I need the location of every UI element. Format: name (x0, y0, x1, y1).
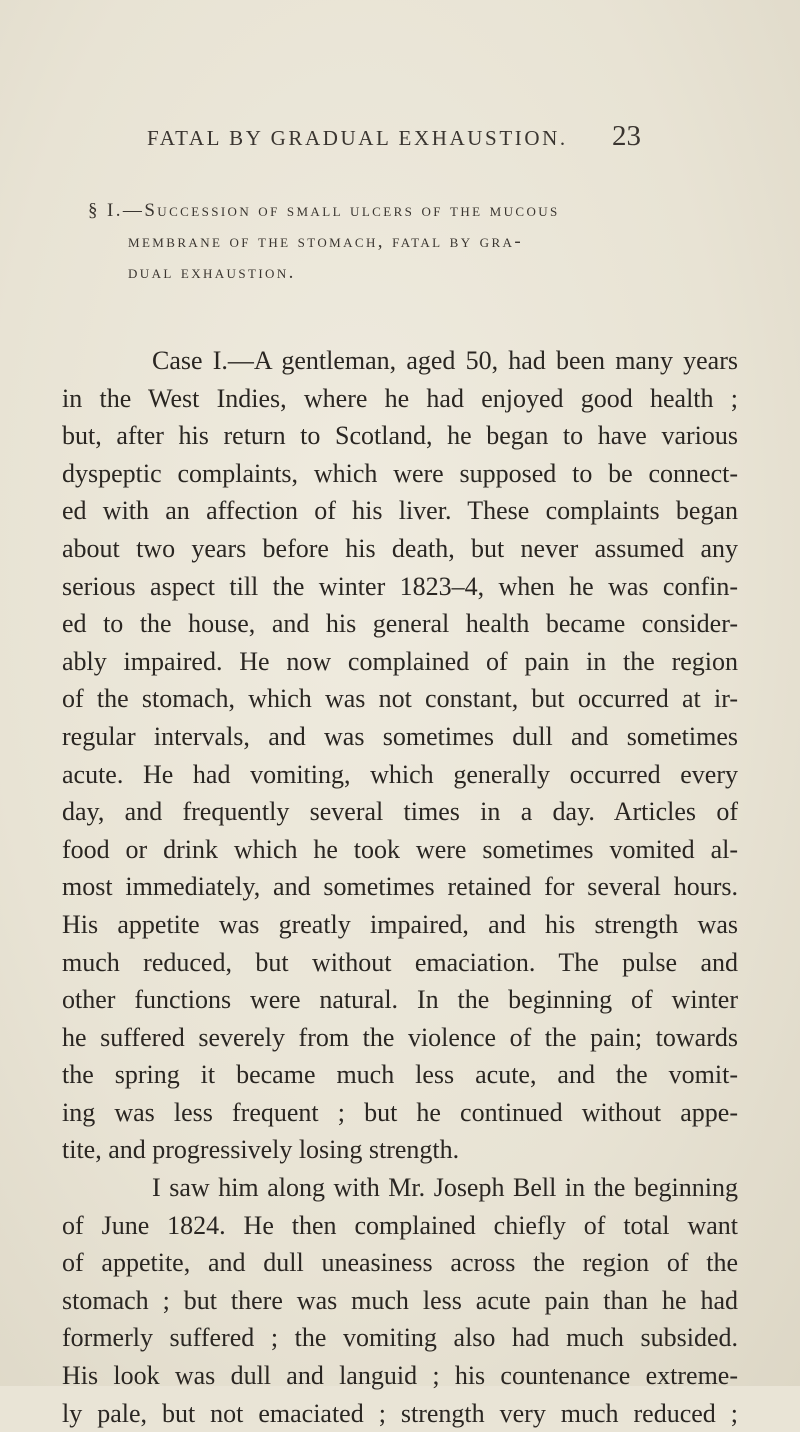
body-line (62, 868, 738, 906)
body-line (62, 944, 738, 982)
body-line-text: the spring it became much less acute, and the vomit- (62, 1060, 738, 1090)
body-line-text: formerly suffered ; the vomiting also had much subsided. (62, 1323, 738, 1353)
section-heading-text-1: § I.—Succession of small ulcers of the mucous (88, 200, 560, 221)
body-line (62, 1207, 738, 1245)
body-line (62, 981, 738, 1019)
body-line-text: in the West Indies, where he had enjoyed good health ; (62, 383, 738, 413)
body-line-text: regular intervals, and was sometimes dull and sometimes (62, 721, 738, 751)
body-line-text: of the stomach, which was not constant, but occurred at ir- (62, 684, 738, 714)
body-line-text: other functions were natural. In the beginning of winter (62, 985, 738, 1015)
body-line (62, 1357, 738, 1395)
body-line (62, 417, 738, 455)
running-title: FATAL BY GRADUAL EXHAUSTION. (147, 126, 568, 150)
body-line (62, 605, 738, 643)
body-line-text: much reduced, but without emaciation. The pulse and (62, 947, 738, 977)
body-line (62, 906, 738, 944)
body-line (62, 530, 738, 568)
body-line-text: I saw him along with Mr. Joseph Bell in the beginning (152, 1173, 738, 1203)
body-line-text: acute. He had vomiting, which generally occurred every (62, 759, 738, 789)
body-line (62, 718, 738, 756)
body-line-text: ed to the house, and his general health became consider- (62, 609, 738, 639)
body-line (62, 680, 738, 718)
body-line-text: he suffered severely from the violence of the pain; towards (62, 1022, 738, 1052)
body-line-text: of appetite, and dull uneasiness across the region of the (62, 1248, 738, 1278)
body-line-text: day, and frequently several times in a day. Articles of (62, 797, 738, 827)
body-line-text: ly pale, but not emaciated ; strength very much reduced ; (62, 1398, 738, 1428)
body-text (62, 342, 738, 1432)
body-line-text: His appetite was greatly impaired, and his strength was (62, 909, 738, 939)
body-line (62, 1169, 738, 1207)
body-line-text: His look was dull and languid ; his countenance extreme- (62, 1361, 738, 1391)
section-heading-text-3: dual exhaustion. (128, 262, 296, 283)
body-line (62, 1395, 738, 1432)
body-line-text: of June 1824. He then complained chiefly of total want (62, 1210, 738, 1240)
body-line (62, 756, 738, 794)
body-line (62, 1282, 738, 1320)
body-line (62, 1131, 738, 1169)
body-line (62, 492, 738, 530)
body-line-text: dyspeptic complaints, which were supposed to be connect- (62, 458, 738, 488)
body-line (62, 380, 738, 418)
page-number: 23 (612, 120, 641, 152)
section-heading-line-1 (88, 200, 728, 231)
body-line-text: serious aspect till the winter 1823–4, when he was confin- (62, 571, 738, 601)
body-line-text: stomach ; but there was much less acute pain than he had (62, 1285, 738, 1315)
section-heading-line-3 (88, 262, 728, 293)
body-line (62, 793, 738, 831)
body-line-text: but, after his return to Scotland, he began to have various (62, 421, 738, 451)
body-line (62, 568, 738, 606)
body-line (62, 1244, 738, 1282)
body-line-text: Case I.—A gentleman, aged 50, had been many years (152, 346, 738, 375)
body-line (62, 342, 738, 380)
section-heading-line-2 (88, 231, 728, 262)
body-line (62, 1056, 738, 1094)
body-line (62, 831, 738, 869)
body-line (62, 455, 738, 493)
body-line (62, 1019, 738, 1057)
body-line-text: tite, and progressively losing strength. (62, 1135, 460, 1165)
running-head (0, 120, 800, 166)
section-heading-text-2: membrane of the stomach, fatal by gra- (128, 231, 524, 252)
body-line-text: food or drink which he took were sometimes vomited al- (62, 834, 738, 864)
body-line-text: about two years before his death, but never assumed any (62, 533, 738, 563)
section-heading (88, 200, 728, 293)
body-line (62, 643, 738, 681)
body-line-text: ing was less frequent ; but he continued without appe- (62, 1097, 738, 1127)
body-line (62, 1094, 738, 1132)
body-line-text: ed with an affection of his liver. These complaints began (62, 496, 738, 526)
body-line-text: most immediately, and sometimes retained for several hours. (62, 872, 738, 902)
body-line (62, 1319, 738, 1357)
body-line-text: ably impaired. He now complained of pain in the region (62, 646, 738, 676)
